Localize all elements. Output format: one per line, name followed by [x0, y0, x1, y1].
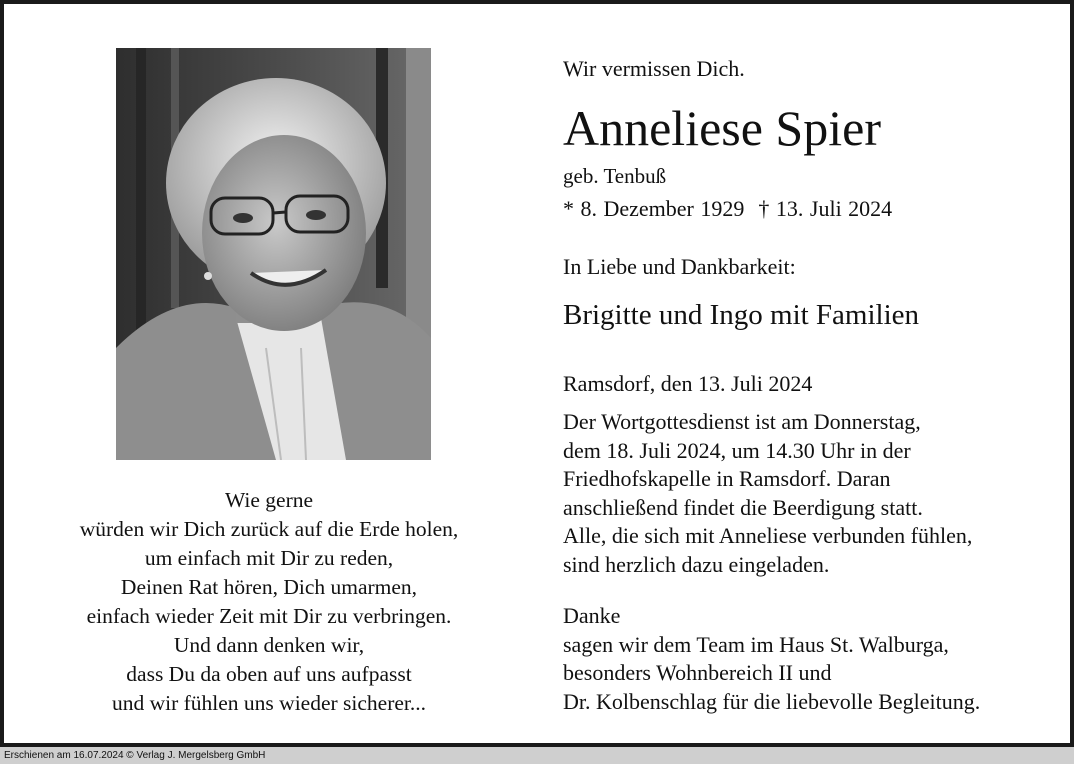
service-line: Alle, die sich mit Anneliese verbunden fühlen, [563, 523, 973, 549]
thanks-line: sagen wir dem Team im Haus St. Walburga, [563, 631, 949, 657]
poem-line: Wie gerne [224, 488, 314, 512]
mourners-names: Brigitte und Ingo mit Familien [563, 299, 920, 331]
service-line: dem 18. Juli 2024, um 14.30 Uhr in der [563, 437, 911, 463]
poem-line: und wir fühlen uns wieder sicherer... [111, 691, 427, 715]
life-dates [563, 196, 892, 222]
portrait-photo [116, 48, 431, 460]
service-line: Friedhofskapelle in Ramsdorf. Daran [563, 466, 891, 492]
publication-footer: Erschienen am 16.07.2024 © Verlag J. Mergelsberg GmbH [0, 747, 1074, 764]
memorial-poem [34, 486, 504, 718]
portrait-photo-icon [116, 48, 431, 460]
poem-line: Deinen Rat hören, Dich umarmen, [120, 575, 418, 599]
intro-text: Wir vermissen Dich. [563, 56, 745, 81]
place-date: Ramsdorf, den 13. Juli 2024 [563, 371, 813, 396]
deceased-name: Anneliese Spier [563, 100, 881, 156]
thanks-line: besonders Wohnbereich II und [563, 660, 832, 686]
birth-date: * 8. Dezember 1929 [563, 196, 745, 221]
service-line: sind herzlich dazu eingeladen. [563, 551, 830, 577]
service-line: Der Wortgottesdienst ist am Donnerstag, [563, 409, 921, 434]
poem-line: Und dann denken wir, [173, 633, 365, 657]
mourners-intro: In Liebe und Dankbarkeit: [563, 254, 796, 279]
poem-line: um einfach mit Dir zu reden, [144, 546, 394, 570]
poem-line: einfach wieder Zeit mit Dir zu verbringen. [86, 604, 452, 628]
thanks-section [563, 602, 980, 716]
thanks-line: Dr. Kolbenschlag für die liebevolle Begleitung. [563, 688, 981, 714]
service-line: anschließend findet die Beerdigung statt. [563, 494, 923, 520]
thanks-line: Danke [563, 603, 621, 628]
funeral-service-info [563, 408, 972, 580]
poem-line: dass Du da oben auf uns aufpasst [126, 662, 412, 686]
poem-line: würden wir Dich zurück auf die Erde holen, [79, 517, 459, 541]
death-date: † 13. Juli 2024 [758, 196, 893, 221]
birth-name: geb. Tenbuß [563, 164, 667, 188]
